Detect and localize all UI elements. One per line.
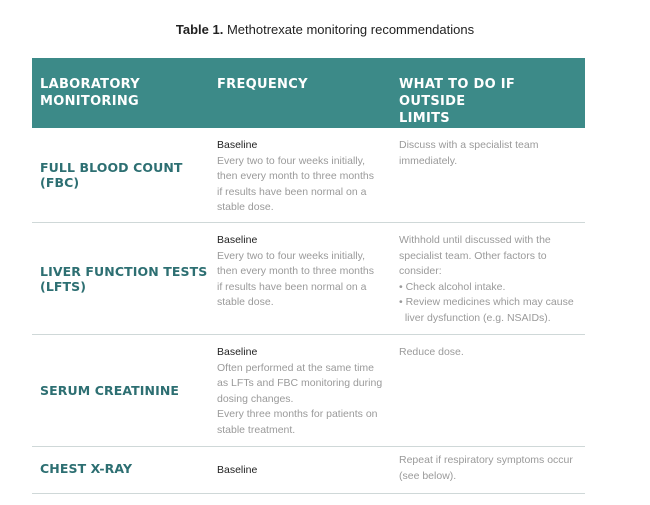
header-col1-line1: LABORATORY	[40, 77, 140, 92]
action-line: • Check alcohol intake.	[399, 280, 506, 293]
action-line: immediately.	[399, 154, 458, 167]
caption-text: Methotrexate monitoring recommendations	[226, 22, 475, 37]
action-line: • Review medicines which may cause	[399, 296, 574, 309]
frequency-cell	[217, 335, 399, 446]
frequency-line: then every month to three months	[217, 170, 375, 183]
frequency-line: if results have been normal on a	[217, 280, 367, 293]
test-name: FULL BLOOD COUNT (FBC)	[40, 160, 183, 190]
frequency-line: stable dose.	[217, 201, 274, 214]
frequency-cell	[217, 128, 399, 222]
table-row	[32, 447, 585, 494]
table-row	[32, 128, 585, 223]
action-cell	[399, 335, 584, 446]
action-line: Withhold until discussed with the	[399, 234, 551, 246]
action-line: Discuss with a specialist team	[399, 139, 539, 151]
frequency-line: then every month to three months	[217, 265, 375, 278]
test-name: LIVER FUNCTION TESTS (LFTS)	[40, 263, 208, 294]
header-col1-line2: MONITORING	[40, 94, 140, 109]
table-row	[32, 223, 585, 335]
frequency-line: dosing changes.	[217, 392, 294, 405]
frequency-line: Every two to four weeks initially,	[217, 249, 366, 262]
header-laboratory-monitoring	[32, 58, 217, 128]
action-cell	[399, 223, 584, 334]
baseline-label: Baseline	[217, 139, 258, 151]
table-row	[32, 335, 585, 447]
action-line: specialist team. Other factors to	[399, 249, 547, 262]
header-col3-line2: LIMITS	[399, 111, 450, 126]
frequency-line: as LFTs and FBC monitoring during	[217, 377, 383, 390]
table-caption	[0, 22, 650, 37]
caption-label: Table 1.	[175, 22, 224, 37]
action-cell	[399, 447, 584, 493]
header-what-to-do	[399, 58, 584, 128]
frequency-line: Every two to four weeks initially,	[217, 154, 366, 167]
frequency-cell	[217, 223, 399, 334]
frequency-line: Often performed at the same time	[217, 361, 374, 374]
frequency-line: stable treatment.	[217, 423, 296, 436]
header-frequency	[217, 58, 399, 128]
test-name: SERUM CREATININE	[40, 383, 180, 398]
baseline-label: Baseline	[217, 346, 258, 358]
action-line: liver dysfunction (e.g. NSAIDs).	[399, 311, 551, 324]
baseline-label: Baseline	[217, 464, 258, 476]
frequency-line: stable dose.	[217, 296, 274, 309]
frequency-cell	[217, 447, 399, 493]
action-cell	[399, 128, 584, 222]
action-line: Reduce dose.	[399, 346, 464, 358]
table-body	[32, 128, 585, 494]
action-line: consider:	[399, 265, 442, 278]
header-col2-line1: FREQUENCY	[217, 77, 308, 92]
frequency-line: Every three months for patients on	[217, 408, 378, 421]
action-line: Repeat if respiratory symptoms occur	[399, 454, 573, 466]
baseline-label: Baseline	[217, 234, 258, 246]
action-line: (see below).	[399, 469, 457, 482]
header-col3-line1: WHAT TO DO IF OUTSIDE	[399, 77, 516, 109]
table-header	[32, 58, 585, 128]
monitoring-table	[32, 58, 585, 494]
test-name: CHEST X-RAY	[40, 461, 133, 476]
frequency-line: if results have been normal on a	[217, 185, 367, 198]
